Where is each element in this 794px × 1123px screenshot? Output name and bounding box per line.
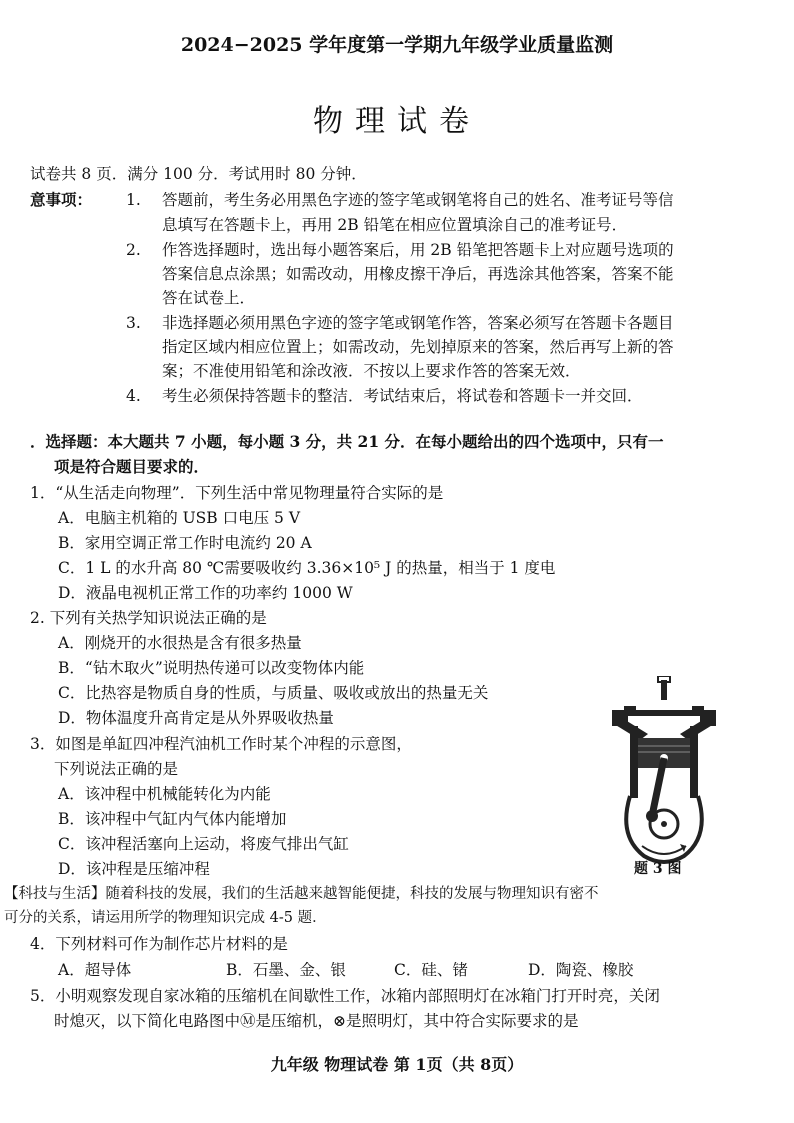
question-option: A．刚烧开的水很热是含有很多热量 <box>58 634 302 652</box>
section-heading: 项是符合题目要求的． <box>54 457 210 476</box>
note-number: 4. <box>126 387 141 405</box>
note-line: 答在试卷上． <box>162 289 256 307</box>
engine-diagram <box>604 676 724 876</box>
section-heading: ．选择题：本大题共 7 小题，每小题 3 分，共 21 分．在每小题给出的四个选项中，只有一 <box>30 432 664 451</box>
question-option: C．1 L 的水升高 80 ℃需要吸收约 3.36×10⁵ J 的热量，相当于 1 度电 <box>58 559 556 577</box>
question-option: B．该冲程中气缸内气体内能增加 <box>58 810 287 828</box>
question-stem: 2. 下列有关热学知识说法正确的是 <box>30 609 267 627</box>
page-footer: 九年级 物理试卷 第 1页（共 8页） <box>270 1055 524 1074</box>
note-line: 考生必须保持答题卡的整洁．考试结束后，将试卷和答题卡一并交回． <box>162 387 643 405</box>
exam-header: 2024−2025 学年度第一学期九年级学业质量监测 <box>180 34 614 56</box>
question-option: B．石墨、金、银 <box>226 961 346 979</box>
question-option: A．超导体 <box>58 961 132 979</box>
note-number: 1. <box>126 191 141 209</box>
question-stem: 下列说法正确的是 <box>54 760 179 778</box>
note-number: 2. <box>126 241 141 259</box>
question-option: B．“钻木取火”说明热传递可以改变物体内能 <box>58 659 365 677</box>
question-option: D．物体温度升高肯定是从外界吸收热量 <box>58 709 334 727</box>
context-paragraph: 可分的关系，请运用所学的物理知识完成 4-5 题． <box>4 910 327 926</box>
notes-label: 意事项： <box>30 190 93 209</box>
note-line: 指定区域内相应位置上；如需改动，先划掉原来的答案，然后再写上新的答 <box>162 338 674 356</box>
note-line: 息填写在答题卡上，再用 2B 铅笔在相应位置填涂自己的准考证号． <box>162 216 628 234</box>
figure-caption: 题 3 图 <box>634 861 682 877</box>
question-option: C．该冲程活塞向上运动，将废气排出气缸 <box>58 835 349 853</box>
note-line: 案；不准使用铅笔和涂改液．不按以上要求作答的答案无效． <box>162 362 581 380</box>
question-option: A．该冲程中机械能转化为内能 <box>58 785 271 803</box>
question-option: B．家用空调正常工作时电流约 20 A <box>58 534 312 552</box>
note-line: 作答选择题时，选出每小题答案后，用 2B 铅笔把答题卡上对应题号选项的 <box>162 241 674 259</box>
context-paragraph: 【科技与生活】随着科技的发展，我们的生活越来越智能便捷，科技的发展与物理知识有密不 <box>4 886 599 902</box>
note-line: 答案信息点涂黑；如需改动，用橡皮擦干净后，再选涂其他答案，答案不能 <box>162 265 674 283</box>
question-option: C．比热容是物质自身的性质，与质量、吸收或放出的热量无关 <box>58 684 489 702</box>
question-option: A．电脑主机箱的 USB 口电压 5 V <box>58 509 301 527</box>
question-option: D．陶瓷、橡胶 <box>528 961 634 979</box>
question-stem: 3．如图是单缸四冲程汽油机工作时某个冲程的示意图， <box>30 735 412 753</box>
question-option: D．液晶电视机正常工作的功率约 1000 W <box>58 584 353 602</box>
question-stem: 时熄灭，以下简化电路图中Ⓜ是压缩机，⊗是照明灯，其中符合实际要求的是 <box>54 1012 579 1030</box>
question-option: C．硅、锗 <box>394 961 468 979</box>
note-line: 答题前，考生务必用黑色字迹的签字笔或钢笔将自己的姓名、准考证号等信 <box>162 191 674 209</box>
question-stem: 4．下列材料可作为制作芯片材料的是 <box>30 935 288 953</box>
note-line: 非选择题必须用黑色字迹的签字笔或钢笔作答，答案必须写在答题卡各题目 <box>162 314 674 332</box>
note-number: 3. <box>126 314 141 332</box>
question-stem: 1．“从生活走向物理”．下列生活中常见物理量符合实际的是 <box>30 484 444 502</box>
question-stem: 5．小明观察发现自家冰箱的压缩机在间歇性工作，冰箱内部照明灯在冰箱门打开时亮，关闭 <box>30 987 660 1005</box>
exam-intro: 试卷共 8 页．满分 100 分．考试用时 80 分钟． <box>30 165 367 183</box>
question-option: D．该冲程是压缩冲程 <box>58 860 210 878</box>
page-title: 物理试卷 <box>313 104 481 139</box>
